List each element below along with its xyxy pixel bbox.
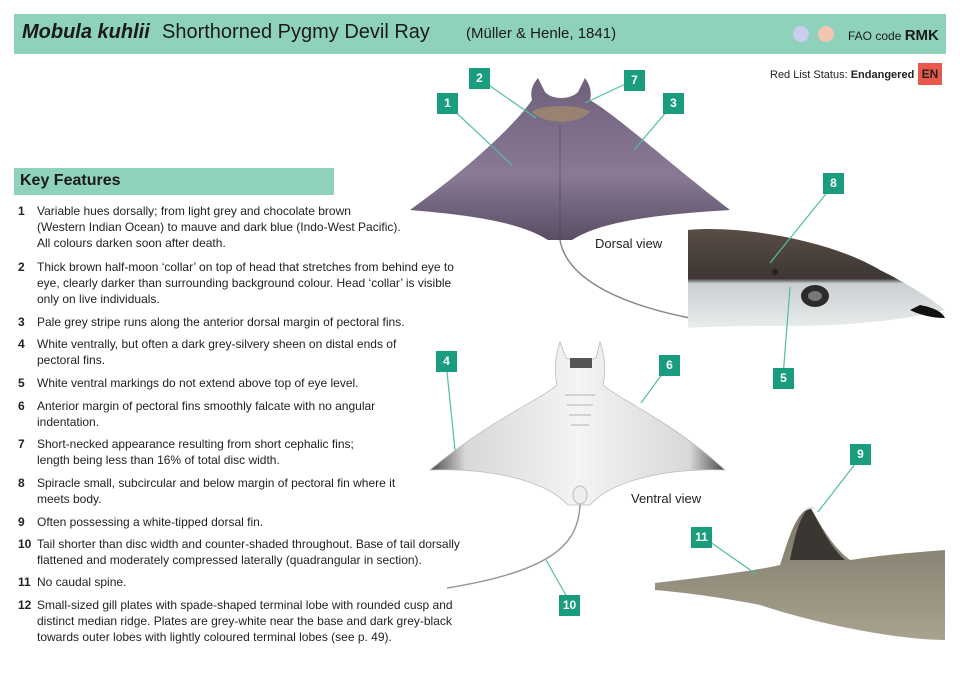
feature-text: No caudal spine. (37, 575, 127, 589)
feature-text: Pale grey stripe runs along the anterior dorsal margin of pectoral fins. (37, 315, 405, 329)
red-list-value: Endangered (850, 69, 915, 81)
fao-code-value: RMK (904, 27, 939, 44)
feature-number: 5 (18, 376, 25, 390)
feature-number: 3 (18, 315, 25, 329)
feature-text: White ventrally, but often a dark grey-silvery sheen on distal ends of pectoral fins. (37, 337, 397, 367)
feature-text: Variable hues dorsally; from light grey and chocolate brown (Western Indian Ocean) to mauve and dark blue (Indo-West Pacific). All colours darken soon after death. (37, 204, 401, 250)
feature-text: Anterior margin of pectoral fins smoothly falcate with no angular indentation. (37, 399, 376, 429)
callout-badge-7: 7 (624, 70, 645, 91)
callout-badge-9: 9 (850, 444, 871, 465)
feature-number: 11 (18, 575, 31, 589)
feature-number: 1 (18, 204, 25, 218)
red-list-label: Red List Status: (770, 69, 848, 81)
feature-text: Often possessing a white-tipped dorsal fin. (37, 515, 264, 529)
ventral-view-label: Ventral view (631, 491, 702, 506)
feature-number: 10 (18, 537, 32, 551)
feature-number: 7 (18, 437, 25, 451)
callout-badge-6: 6 (659, 355, 680, 376)
feature-text: Short-necked appearance resulting from short cephalic fins; length being less than 16% of total disc width. (37, 437, 354, 467)
callout-badge-4: 4 (436, 351, 457, 372)
feature-text: White ventral markings do not extend above top of eye level. (37, 376, 359, 390)
callout-badge-5: 5 (773, 368, 794, 389)
callout-badge-10: 10 (559, 595, 580, 616)
feature-text: Thick brown half-moon ‘collar’ on top of head that stretches from behind eye to eye, clearly darker than surrounding background colour. Head ‘collar’ is visible only on live individuals. (37, 260, 454, 306)
head-closeup-illustration (688, 229, 945, 328)
feature-text: Tail shorter than disc width and counter-shaded throughout. Base of tail dorsally flattened and moderately compressed laterally (quadrangular in section). (37, 537, 460, 567)
taxonomic-authority: (Müller & Henle, 1841) (466, 25, 617, 42)
scientific-name: Mobula kuhlii (22, 21, 150, 43)
fao-label: FAO code (848, 29, 902, 43)
feature-number: 8 (18, 476, 25, 490)
feature-text: Spiracle small, subcircular and below margin of pectoral fin where it meets body. (37, 476, 396, 506)
ventral-view-illustration (430, 342, 725, 588)
feature-number: 4 (18, 337, 25, 351)
feature-number: 12 (18, 598, 32, 612)
feature-number: 2 (18, 260, 25, 274)
common-name: Shorthorned Pygmy Devil Ray (162, 21, 430, 43)
dorsal-view-label: Dorsal view (595, 236, 663, 251)
callout-badge-1: 1 (437, 93, 458, 114)
red-list-badge: EN (918, 63, 942, 85)
callout-badge-3: 3 (663, 93, 684, 114)
callout-badge-11: 11 (691, 527, 712, 548)
key-features-title: Key Features (20, 172, 121, 189)
feature-text: Small-sized gill plates with spade-shaped terminal lobe with rounded cusp and distinct median ridge. Plates are grey-white near the base and dark grey-black towards outer lobes with lightly coloured terminal lobes (see p. 49). (37, 598, 453, 644)
feature-number: 9 (18, 515, 25, 529)
callout-badge-8: 8 (823, 173, 844, 194)
feature-number: 6 (18, 399, 25, 413)
callout-badge-2: 2 (469, 68, 490, 89)
